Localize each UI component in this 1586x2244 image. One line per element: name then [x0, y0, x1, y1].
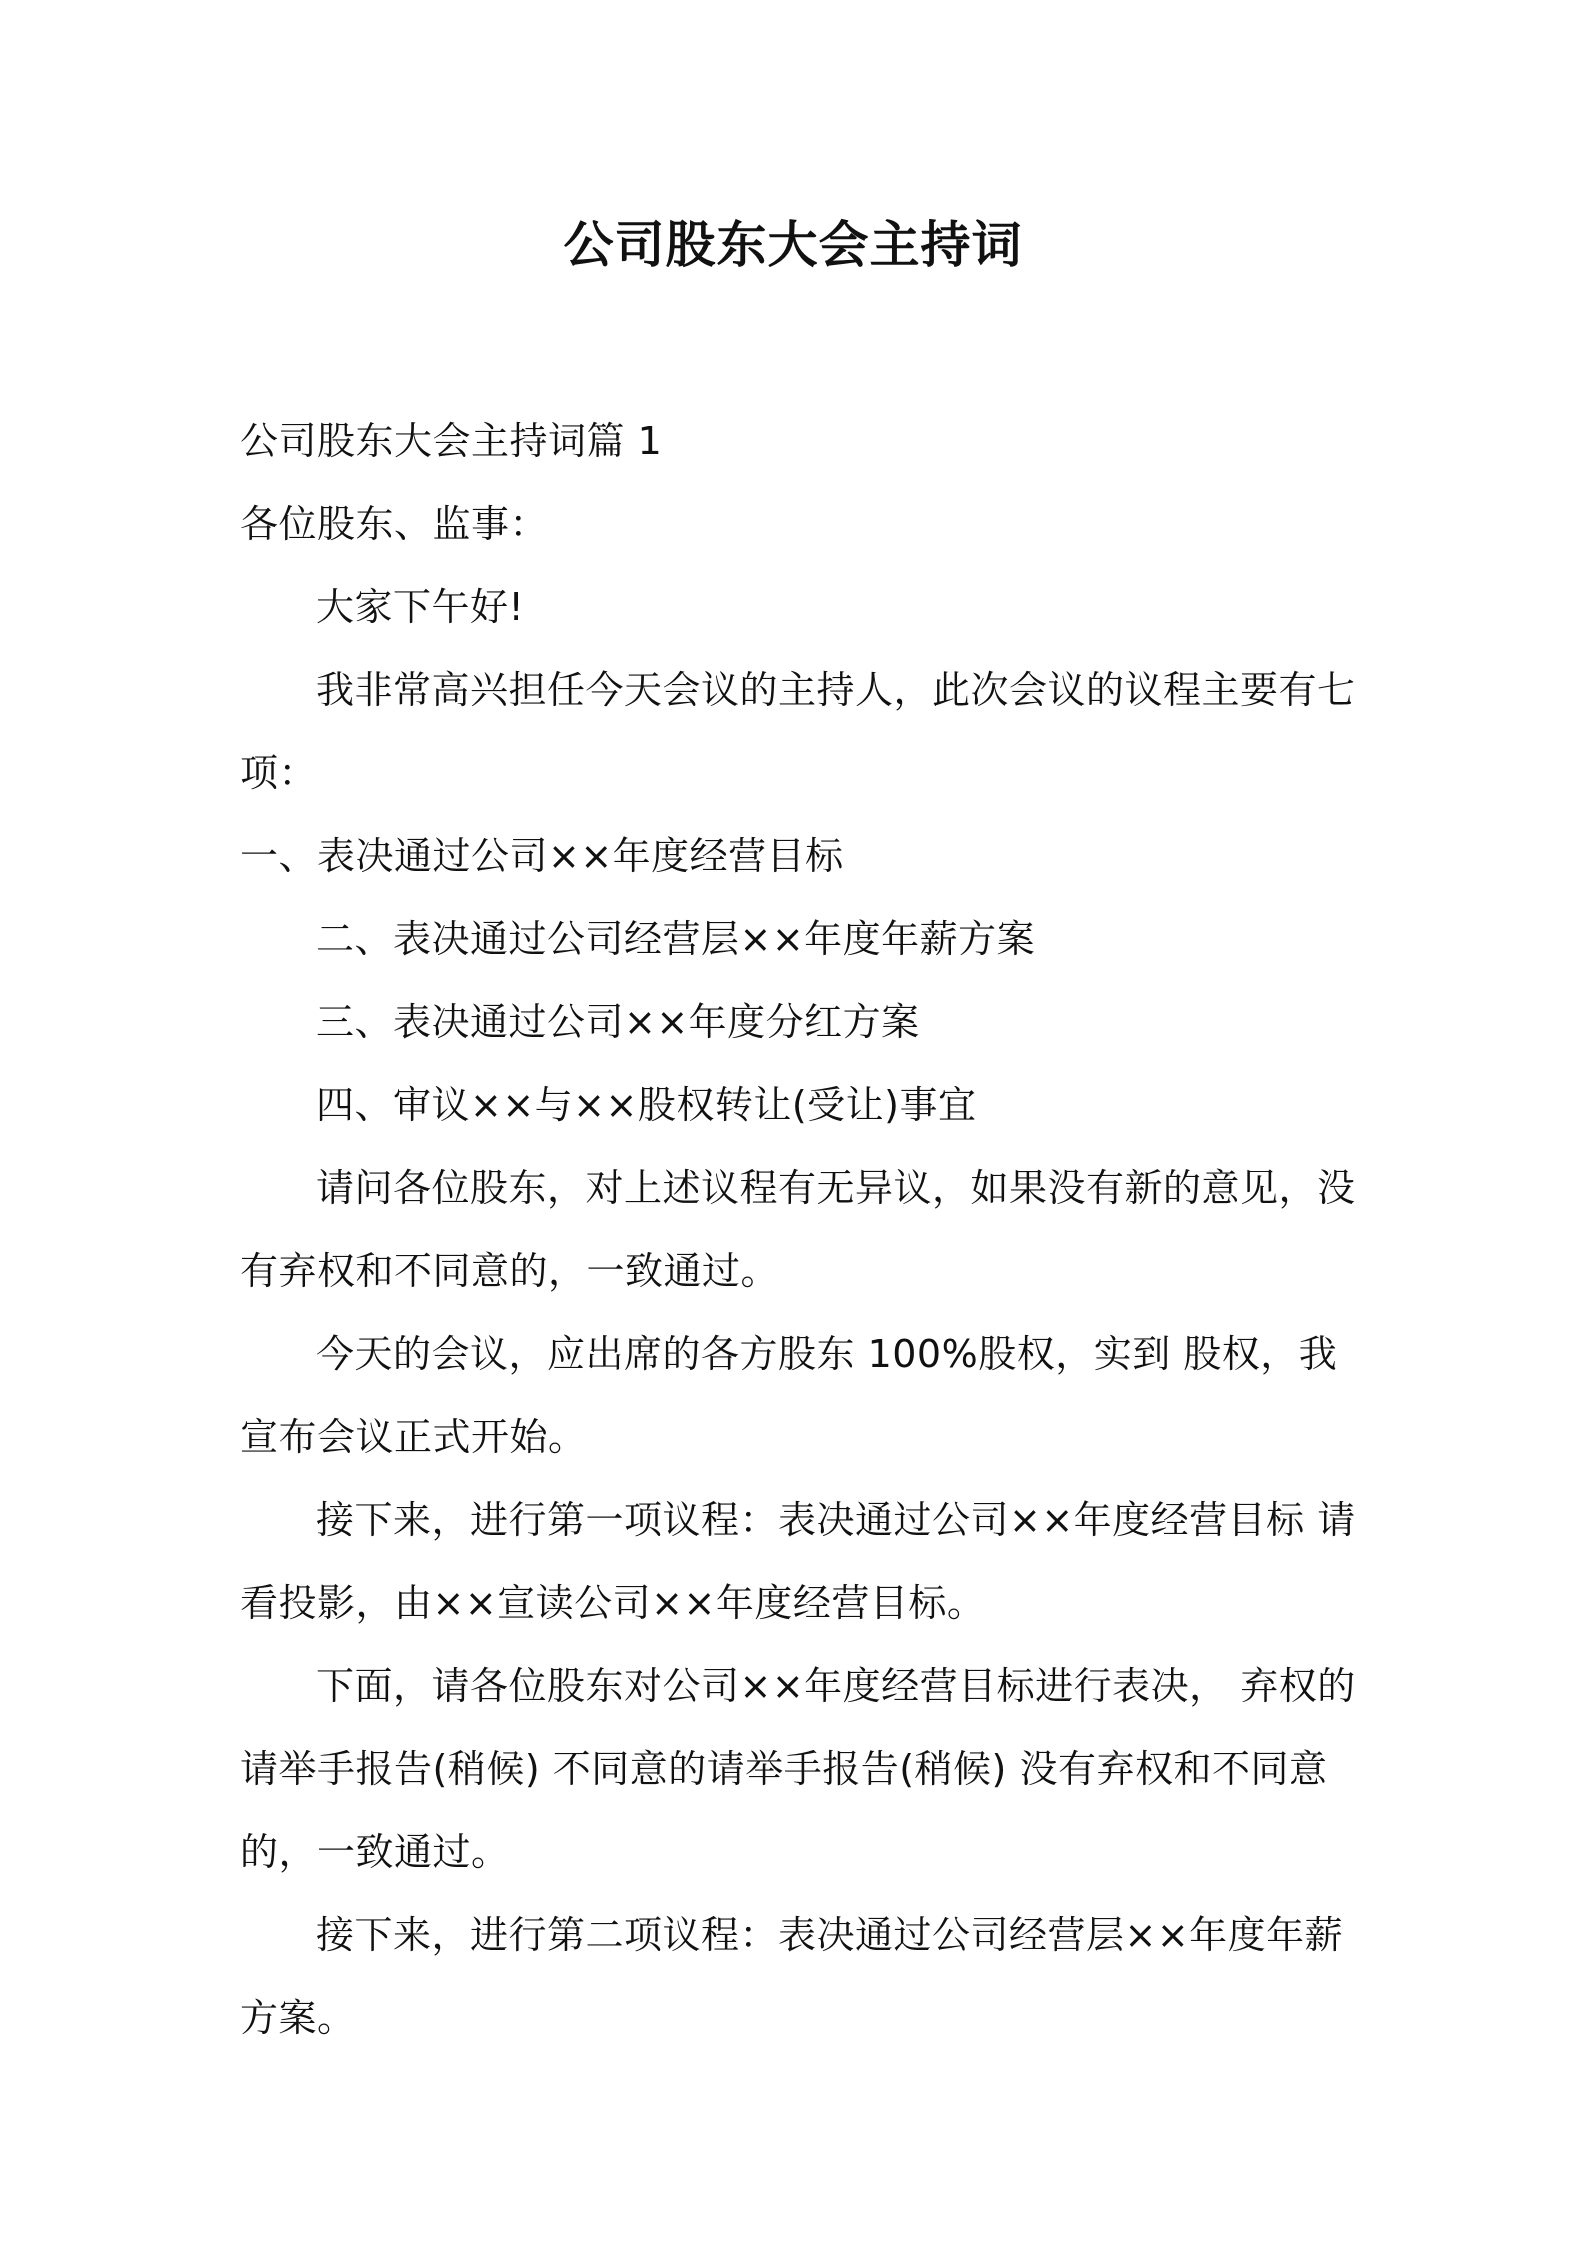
agenda-item-4: 四、审议××与××股权转让(受让)事宜 — [316, 1083, 977, 1127]
agenda-approval-paragraph: 请问各位股东，对上述议程有无异议，如果没有新的意见，没有弃权和不同意的，一致通过。 — [240, 1166, 1356, 1293]
document-title: 公司股东大会主持词 — [563, 216, 1023, 274]
agenda-item-2: 二、表决通过公司经营层××年度年薪方案 — [316, 917, 1036, 961]
vote-paragraph: 下面，请各位股东对公司××年度经营目标进行表决， 弃权的请举手报告(稍候) 不同意的请举手报告(稍候) 没有弃权和不同意的，一致通过。 — [240, 1664, 1356, 1874]
document-body — [240, 400, 1360, 2060]
first-agenda-paragraph: 接下来，进行第一项议程：表决通过公司××年度经营目标 请看投影，由××宣读公司××年度经营目标。 — [240, 1498, 1356, 1625]
agenda-intro: 我非常高兴担任今天会议的主持人，此次会议的议程主要有七项： — [240, 668, 1356, 795]
second-agenda-paragraph: 接下来，进行第二项议程：表决通过公司经营层××年度年薪方案。 — [240, 1913, 1344, 2040]
salutation: 各位股东、监事： — [240, 502, 549, 546]
section-heading: 公司股东大会主持词篇 1 — [240, 419, 663, 463]
agenda-item-1: 一、表决通过公司××年度经营目标 — [240, 834, 844, 878]
greeting: 大家下午好! — [316, 585, 525, 629]
agenda-item-3: 三、表决通过公司××年度分红方案 — [316, 1000, 920, 1044]
meeting-opening-paragraph: 今天的会议，应出席的各方股东 100%股权，实到 股权，我宣布会议正式开始。 — [240, 1332, 1338, 1459]
